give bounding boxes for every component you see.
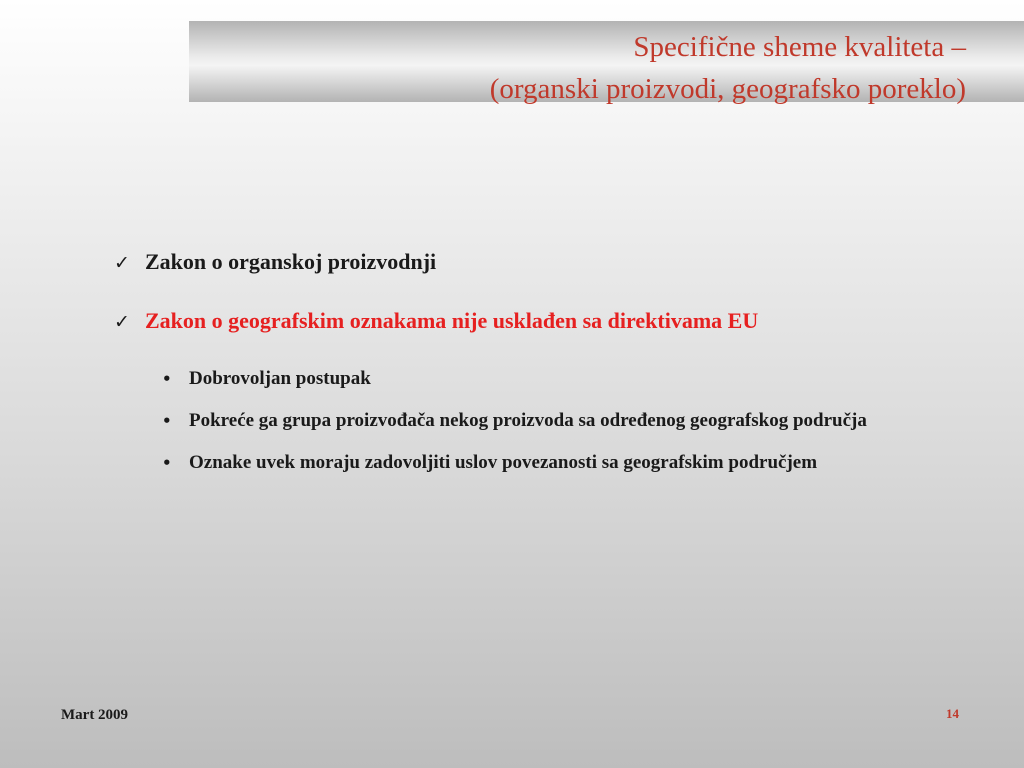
sub-bullet-label: Pokreće ga grupa proizvođača nekog proizvoda sa određenog geografskog područja — [189, 410, 867, 431]
checkmark-icon: ✓ — [114, 252, 130, 274]
slide-title — [490, 26, 966, 110]
bullet-item-organic-law — [114, 243, 994, 282]
sub-bullet-labels — [162, 439, 994, 487]
sub-bullet-initiated — [162, 397, 994, 445]
bullet-icon: • — [162, 370, 172, 388]
checkmark-icon: ✓ — [114, 311, 130, 333]
sub-bullet-voluntary — [162, 355, 994, 403]
bullet-item-label: Zakon o geografskim oznakama nije usklađen sa direktivama EU — [145, 308, 759, 333]
page-number: 14 — [946, 706, 959, 721]
bullet-item-label: Zakon o organskoj proizvodnji — [145, 249, 437, 274]
footer-date: Mart 2009 — [61, 707, 129, 723]
bullet-icon: • — [162, 454, 172, 472]
bullet-icon: • — [162, 412, 172, 430]
slide-title-line2: (organski proizvodi, geografsko poreklo) — [489, 73, 966, 105]
sub-bullet-label: Oznake uvek moraju zadovoljiti uslov povezanosti sa geografskim područjem — [189, 452, 818, 473]
sub-bullet-label: Dobrovoljan postupak — [189, 368, 371, 389]
bullet-item-geographic-law — [114, 302, 994, 341]
slide-title-line1: Specifične sheme kvaliteta – — [633, 31, 966, 63]
slide-body — [114, 243, 994, 487]
